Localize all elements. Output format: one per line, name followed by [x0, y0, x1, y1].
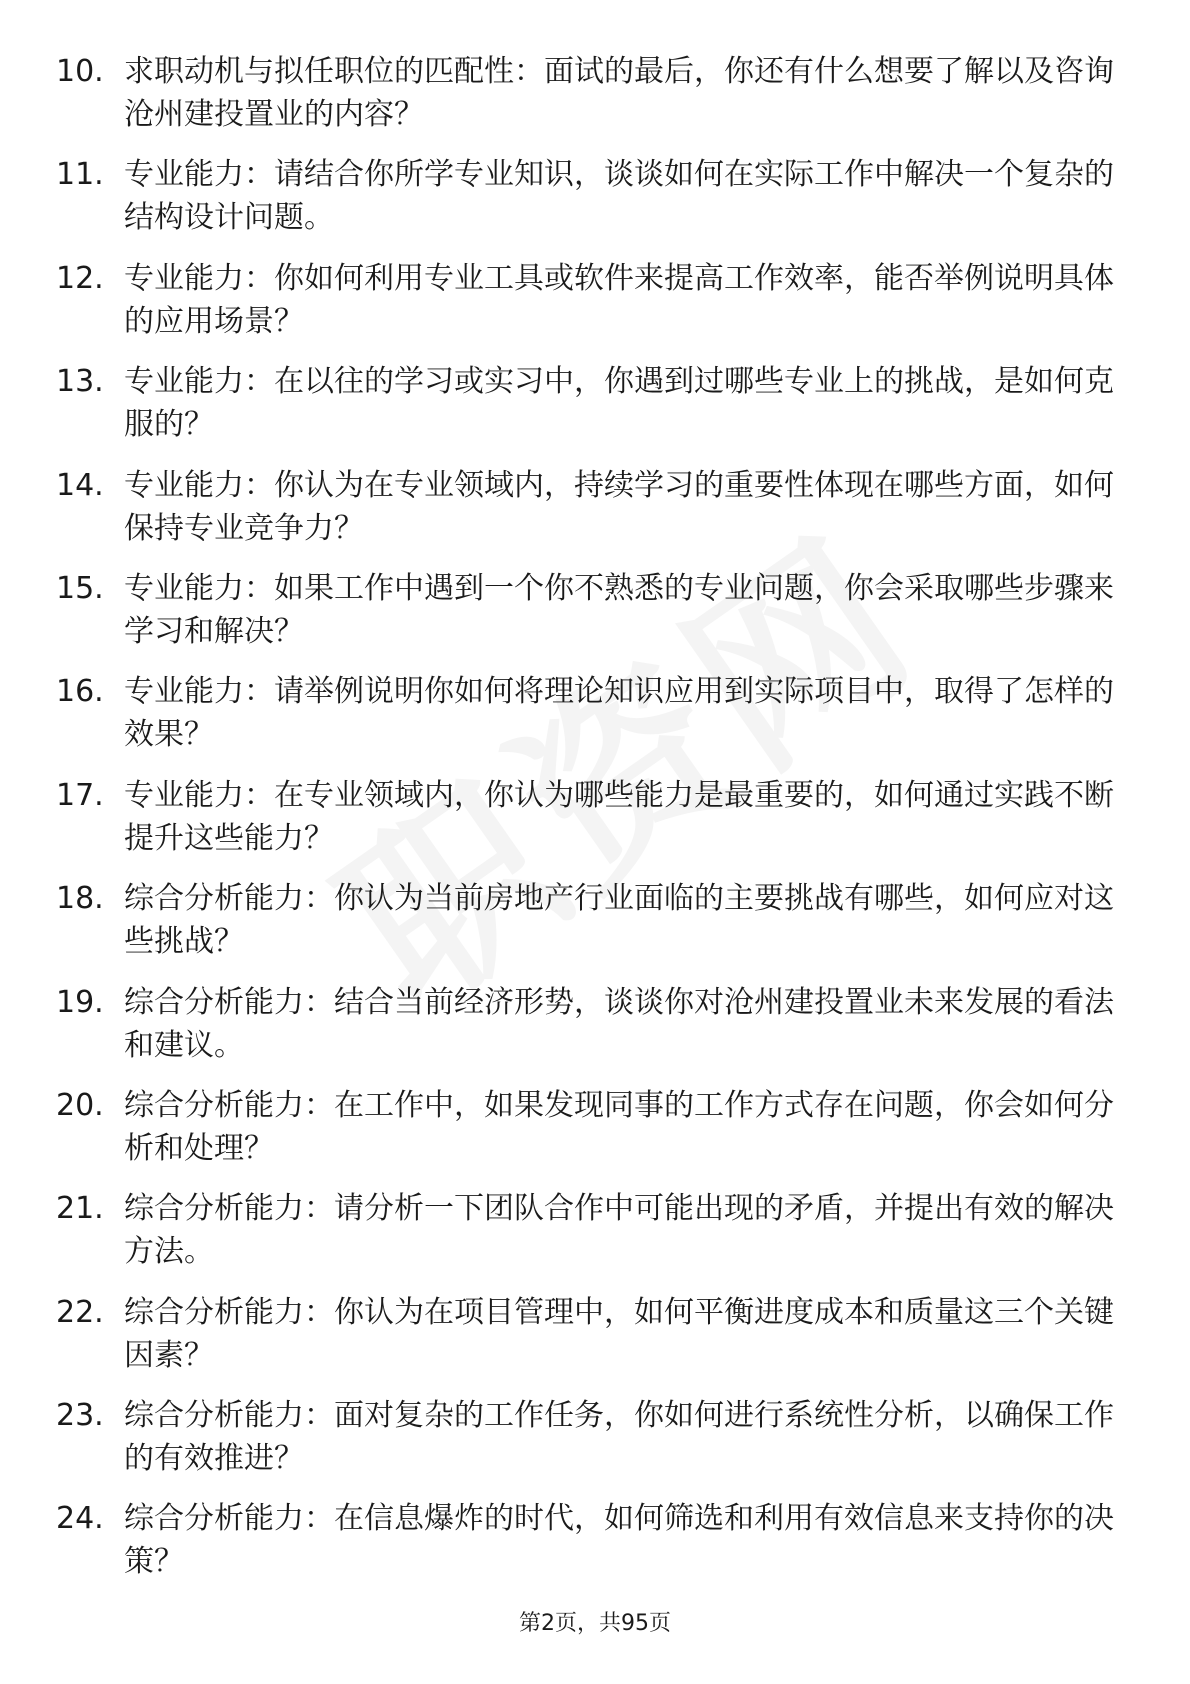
page-number-label: 第2页，共95页 — [519, 1611, 671, 1636]
question-list — [56, 50, 1116, 1601]
question-text: 求职动机与拟任职位的匹配性：面试的最后，你还有什么想要了解以及咨询沧州建投置业的内容？ — [124, 54, 1114, 132]
question-text: 专业能力：你认为在专业领域内，持续学习的重要性体现在哪些方面，如何保持专业竞争力？ — [124, 467, 1114, 546]
question-text: 专业能力：如果工作中遇到一个你不熟悉的专业问题，你会采取哪些步骤来学习和解决？ — [124, 570, 1114, 649]
question-item-23 — [56, 1394, 1116, 1497]
question-item-18 — [56, 877, 1116, 980]
question-number: 24. — [56, 1501, 104, 1537]
question-number: 10. — [56, 54, 104, 89]
question-number: 16. — [56, 674, 104, 710]
question-text: 综合分析能力：你认为当前房地产行业面临的主要挑战有哪些，如何应对这些挑战？ — [124, 881, 1114, 960]
question-number: 11. — [56, 157, 104, 193]
question-text: 综合分析能力：结合当前经济形势，谈谈你对沧州建投置业未来发展的看法和建议。 — [124, 984, 1114, 1063]
question-number: 17. — [56, 777, 104, 813]
question-item-16 — [56, 670, 1116, 773]
question-item-12 — [56, 257, 1116, 360]
question-item-24 — [56, 1497, 1116, 1600]
question-number: 21. — [56, 1191, 104, 1227]
question-number: 15. — [56, 570, 104, 606]
question-number: 23. — [56, 1398, 104, 1434]
question-text: 综合分析能力：面对复杂的工作任务，你如何进行系统性分析，以确保工作的有效推进？ — [124, 1398, 1114, 1477]
question-text: 综合分析能力：请分析一下团队合作中可能出现的矛盾，并提出有效的解决方法。 — [124, 1191, 1114, 1270]
question-text: 专业能力：你如何利用专业工具或软件来提高工作效率，能否举例说明具体的应用场景？ — [124, 260, 1114, 339]
question-number: 14. — [56, 467, 104, 503]
question-number: 20. — [56, 1087, 104, 1123]
question-number: 13. — [56, 364, 104, 400]
question-item-20 — [56, 1084, 1116, 1187]
question-text: 专业能力：请结合你所学专业知识，谈谈如何在实际工作中解决一个复杂的结构设计问题。 — [124, 157, 1114, 236]
question-item-13 — [56, 360, 1116, 463]
question-item-11 — [56, 153, 1116, 256]
question-item-19 — [56, 981, 1116, 1084]
question-text: 专业能力：请举例说明你如何将理论知识应用到实际项目中，取得了怎样的效果？ — [124, 674, 1114, 753]
question-item-21 — [56, 1187, 1116, 1290]
question-number: 12. — [56, 260, 104, 296]
question-text: 综合分析能力：你认为在项目管理中，如何平衡进度成本和质量这三个关键因素？ — [124, 1294, 1114, 1373]
question-item-15 — [56, 567, 1116, 670]
question-number: 22. — [56, 1294, 104, 1330]
question-item-17 — [56, 774, 1116, 877]
question-text: 综合分析能力：在信息爆炸的时代，如何筛选和利用有效信息来支持你的决策？ — [124, 1501, 1114, 1580]
question-text: 综合分析能力：在工作中，如果发现同事的工作方式存在问题，你会如何分析和处理？ — [124, 1087, 1114, 1166]
question-item-10 — [56, 50, 1116, 153]
page-footer — [0, 1606, 1190, 1637]
question-text: 专业能力：在以往的学习或实习中，你遇到过哪些专业上的挑战，是如何克服的？ — [124, 364, 1114, 443]
question-item-22 — [56, 1291, 1116, 1394]
question-text: 专业能力：在专业领域内，你认为哪些能力是最重要的，如何通过实践不断提升这些能力？ — [124, 777, 1114, 856]
question-number: 19. — [56, 984, 104, 1020]
question-item-14 — [56, 464, 1116, 567]
question-number: 18. — [56, 881, 104, 917]
